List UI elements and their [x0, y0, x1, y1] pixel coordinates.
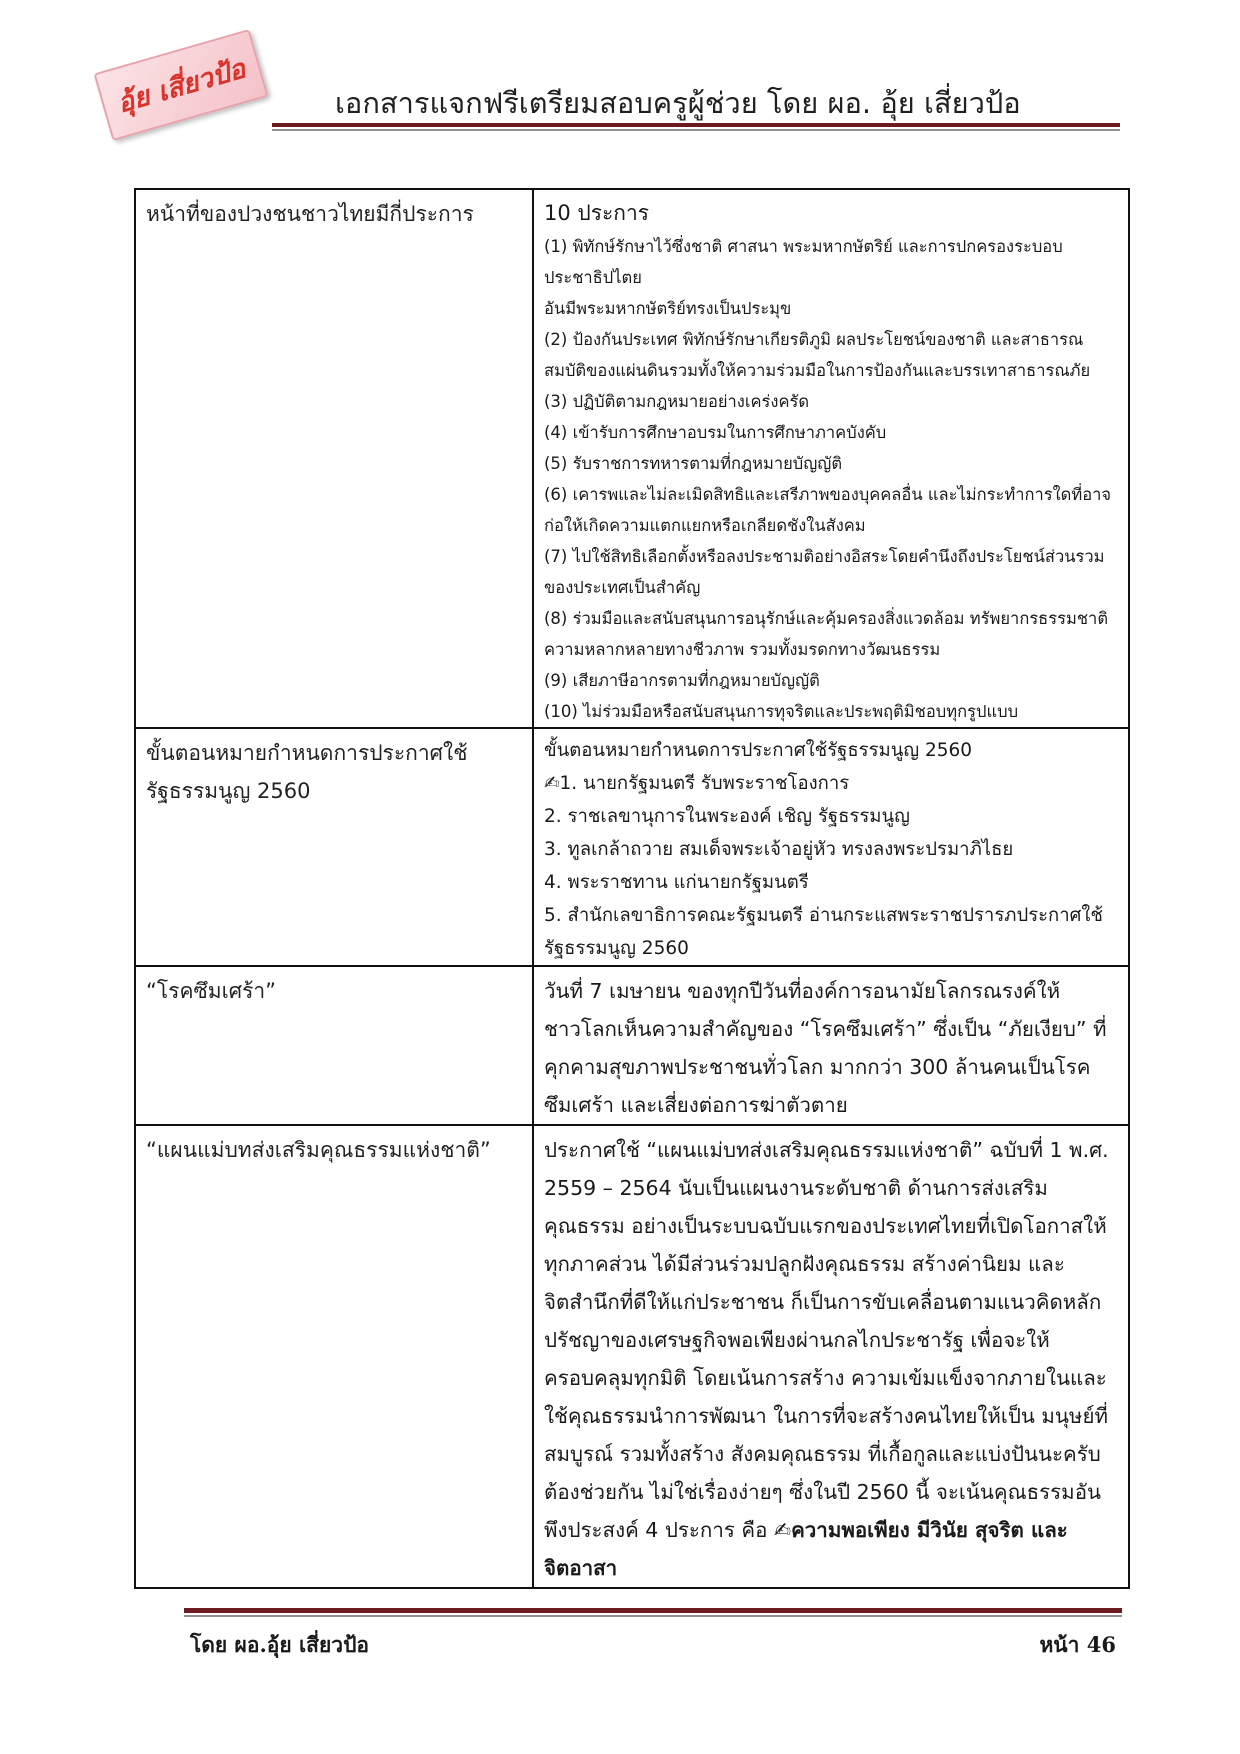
question-text: ขั้นตอนหมายกำหนดการประกาศใช้: [146, 741, 468, 765]
question-text: “แผนแม่บทส่งเสริมคุณธรรมแห่งชาติ”: [146, 1138, 491, 1162]
question-text: “โรคซึมเศร้า”: [146, 979, 277, 1003]
answer-line: (2) ป้องกันประเทศ พิทักษ์รักษาเกียรติภูมิ ผลประโยชน์ของชาติ และสาธารณ: [544, 330, 1084, 349]
answer-lead: 10 ประการ: [544, 201, 650, 225]
answer-list: [544, 231, 1118, 727]
question-cell: [135, 966, 533, 1125]
answer-line: (9) เสียภาษีอากรตามที่กฎหมายบัญญัติ: [544, 671, 820, 690]
question-cell: [135, 728, 533, 966]
answer-line: ของประเทศเป็นสำคัญ: [544, 578, 701, 597]
highlight-text: ✍ความพอเพียง มีวินัย สุจริต และ: [773, 1518, 1068, 1542]
answer-line: คุกคามสุขภาพประชาชนทั่วโลก มากกว่า 300 ล้านคนเป็นโรค: [544, 1055, 1091, 1079]
question-text: รัฐธรรมนูญ 2560: [146, 779, 311, 803]
page-header-title: เอกสารแจกฟรีเตรียมสอบครูผู้ช่วย โดย ผอ. อุ้ย เสี่ยวป้อ: [335, 86, 1021, 120]
footer-divider-thin: [184, 1615, 1122, 1617]
answer-cell: [533, 1125, 1129, 1588]
qa-table: [134, 188, 1130, 1589]
page-number: หน้า 46: [1039, 1632, 1116, 1657]
question-text: หน้าที่ของปวงชนชาวไทยมีกี่ประการ: [146, 202, 474, 226]
answer-line: (6) เคารพและไม่ละเมิดสิทธิและเสรีภาพของบุคคลอื่น และไม่กระทำการใดที่อาจ: [544, 485, 1112, 504]
answer-line: อันมีพระมหากษัตริย์ทรงเป็นประมุข: [544, 299, 792, 318]
stamp-text: อุ้ย เสี่ยวป้อ: [113, 52, 249, 119]
answer-line: (3) ปฏิบัติตามกฎหมายอย่างเคร่งครัด: [544, 392, 810, 411]
answer-line: (7) ไปใช้สิทธิเลือกตั้งหรือลงประชามติอย่างอิสระโดยคำนึงถึงประโยชน์ส่วนรวม: [544, 547, 1105, 566]
answer-line: ประชาธิปไตย: [544, 268, 642, 287]
answer-line: สมบูรณ์ รวมทั้งสร้าง สังคมคุณธรรม ที่เกื้อกูลและแบ่งปันนะครับ: [544, 1442, 1101, 1466]
answer-line: 4. พระราชทาน แก่นายกรัฐมนตรี: [544, 872, 809, 893]
header-divider-thin: [272, 129, 1120, 131]
footer-author: โดย ผอ.อุ้ย เสี่ยวป้อ: [190, 1632, 370, 1657]
answer-line: จิตอาสา: [544, 1556, 618, 1580]
answer-line: ซึมเศร้า และเสี่ยงต่อการฆ่าตัวตาย: [544, 1093, 848, 1117]
answer-line: ก่อให้เกิดความแตกแยกหรือเกลียดชังในสังคม: [544, 516, 866, 535]
answer-cell: [533, 189, 1129, 728]
header-divider: [272, 123, 1120, 127]
answer-line: (8) ร่วมมือและสนับสนุนการอนุรักษ์และคุ้มครองสิ่งแวดล้อม ทรัพยากรธรรมชาติ: [544, 609, 1109, 628]
answer-line: (4) เข้ารับการศึกษาอบรมในการศึกษาภาคบังคับ: [544, 423, 887, 442]
footer-divider: [184, 1608, 1122, 1613]
answer-cell: [533, 966, 1129, 1125]
answer-line: ขั้นตอนหมายกำหนดการประกาศใช้รัฐธรรมนูญ 2560: [544, 740, 973, 761]
question-cell: [135, 189, 533, 728]
answer-line: 5. สำนักเลขาธิการคณะรัฐมนตรี อ่านกระแสพระราชปรารภประกาศใช้: [544, 905, 1103, 926]
answer-line: ความหลากหลายทางชีวภาพ รวมทั้งมรดกทางวัฒนธรรม: [544, 640, 941, 659]
answer-text: พึงประสงค์ 4 ประการ คือ: [544, 1518, 774, 1542]
answer-cell: [533, 728, 1129, 966]
answer-line: ทุกภาคส่วน ได้มีส่วนร่วมปลูกฝังคุณธรรม สร้างค่านิยม และ: [544, 1252, 1065, 1276]
question-cell: [135, 1125, 533, 1588]
answer-line: 2559 – 2564 นับเป็นแผนงานระดับชาติ ด้านการส่งเสริม: [544, 1176, 1048, 1200]
answer-line: ครอบคลุมทุกมิติ โดยเน้นการสร้าง ความเข้มแข็งจากภายในและ: [544, 1366, 1107, 1390]
answer-line: ประกาศใช้ “แผนแม่บทส่งเสริมคุณธรรมแห่งชาติ” ฉบับที่ 1 พ.ศ.: [544, 1138, 1109, 1162]
author-stamp-logo: [93, 29, 268, 141]
answer-line: [544, 1511, 1118, 1549]
answer-line: สมบัติของแผ่นดินรวมทั้งให้ความร่วมมือในการป้องกันและบรรเทาสาธารณภัย: [544, 361, 1091, 380]
answer-line: 2. ราชเลขานุการในพระองค์ เชิญ รัฐธรรมนูญ: [544, 806, 910, 827]
table-row: [135, 189, 1129, 728]
answer-line: ชาวโลกเห็นความสำคัญของ “โรคซึมเศร้า” ซึ่งเป็น “ภัยเงียบ” ที่: [544, 1017, 1107, 1041]
answer-line: 3. ทูลเกล้าถวาย สมเด็จพระเจ้าอยู่หัว ทรงลงพระปรมาภิไธย: [544, 839, 1014, 860]
answer-line: ✍1. นายกรัฐมนตรี รับพระราชโองการ: [544, 773, 850, 794]
answer-line: ปรัชญาของเศรษฐกิจพอเพียงผ่านกลไกประชารัฐ เพื่อจะให้: [544, 1328, 1050, 1352]
answer-line: คุณธรรม อย่างเป็นระบบฉบับแรกของประเทศไทยที่เปิดโอกาสให้: [544, 1214, 1107, 1238]
answer-line: (1) พิทักษ์รักษาไว้ซึ่งชาติ ศาสนา พระมหากษัตริย์ และการปกครองระบอบ: [544, 237, 1063, 256]
answer-line: รัฐธรรมนูญ 2560: [544, 938, 689, 959]
answer-line: วันที่ 7 เมษายน ของทุกปีวันที่องค์การอนามัยโลกรณรงค์ให้: [544, 979, 1061, 1003]
answer-line: ต้องช่วยกัน ไม่ใช่เรื่องง่ายๆ ซึ่งในปี 2560 นี้ จะเน้นคุณธรรมอัน: [544, 1480, 1102, 1504]
table-row: [135, 728, 1129, 966]
table-row: [135, 1125, 1129, 1588]
answer-line: (10) ไม่ร่วมมือหรือสนับสนุนการทุจริตและประพฤติมิชอบทุกรูปแบบ: [544, 702, 1019, 721]
answer-line: (5) รับราชการทหารตามที่กฎหมายบัญญัติ: [544, 454, 843, 473]
table-row: [135, 966, 1129, 1125]
answer-line: ใช้คุณธรรมนำการพัฒนา ในการที่จะสร้างคนไทยให้เป็น มนุษย์ที่: [544, 1404, 1108, 1428]
answer-line: จิตสำนึกที่ดีให้แก่ประชาชน ก็เป็นการขับเคลื่อนตามแนวคิดหลัก: [544, 1290, 1102, 1314]
